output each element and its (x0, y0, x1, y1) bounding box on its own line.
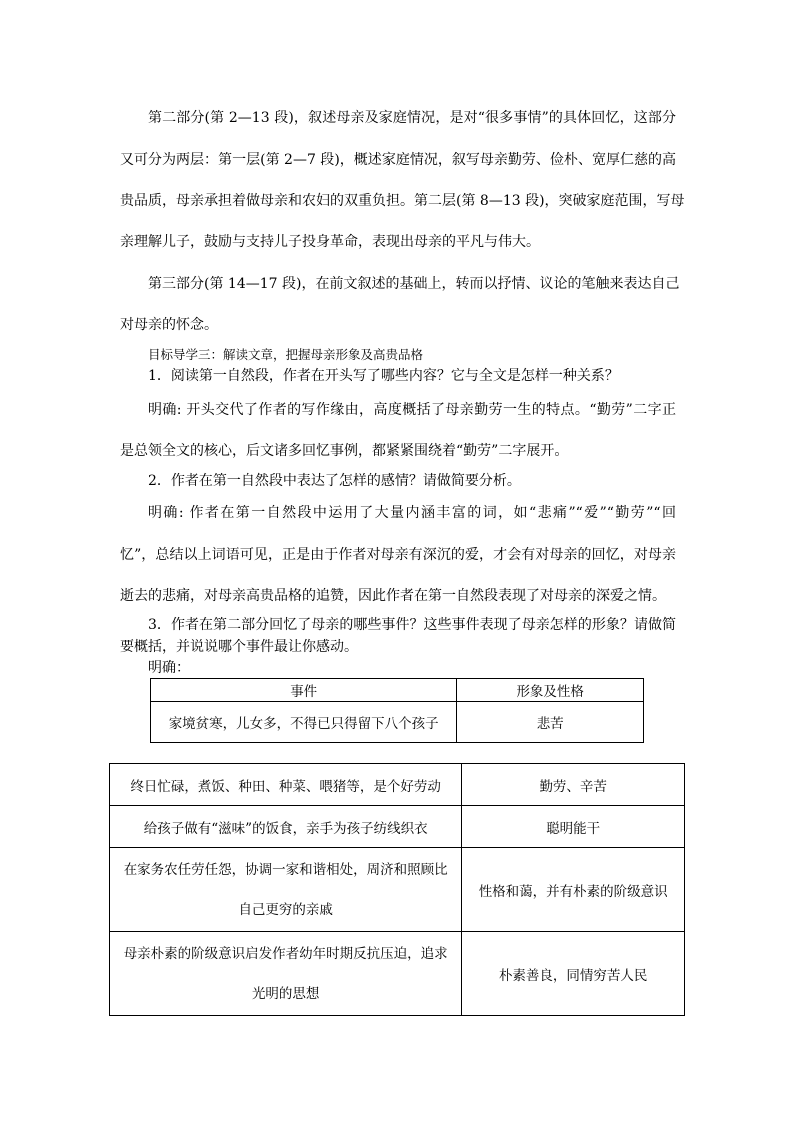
event-trait-table-header (150, 678, 644, 743)
answer-2-line: 明确: 作者在第一自然段中运用了大量内涵丰富的词，如“悲痛”“爱”“勤劳”“回 (148, 505, 676, 521)
answer-1-line: 是总领全文的核心，后文诸多回忆事例，都紧紧围绕着“勤劳”二字展开。 (120, 443, 569, 459)
table-row (110, 806, 685, 848)
trait-cell: 勤劳、辛苦 (462, 764, 685, 806)
question-2: 2．作者在第一自然段中表达了怎样的感情？请做简要分析。 (148, 473, 521, 489)
answer-1-line: 明确: 开头交代了作者的写作缘由，高度概括了母亲勤劳一生的特点。“勤劳”二字正 (148, 402, 676, 418)
event-cell-line: 光明的思想 (251, 985, 320, 1002)
event-cell: 终日忙碌，煮饭、种田、种菜、喂猪等，是个好劳动 (110, 764, 462, 806)
paragraph-line: 第三部分(第 14—17 段)，在前文叙述的基础上，转而以抒情、议论的笔触来表达自己 (148, 276, 680, 292)
header-event: 事件 (151, 679, 457, 702)
question-1: 1．阅读第一自然段，作者在开头写了哪些内容？它与全文是怎样一种关系？ (148, 368, 619, 384)
question-3-line: 要概括，并说说哪个事件最让你感动。 (120, 639, 358, 655)
answer-2-line: 忆”，总结以上词语可见，正是由于作者对母亲有深沉的爱，才会有对母亲的回忆，对母亲 (120, 547, 676, 563)
table-row (110, 848, 685, 932)
event-cell-line: 自己更穷的亲戚 (238, 901, 333, 918)
answer-2-line: 逝去的悲痛，对母亲高贵品格的追赞，因此作者在第一自然段表现了对母亲的深爱之情。 (120, 588, 666, 604)
question-3-line: 3．作者在第二部分回忆了母亲的哪些事件？这些事件表现了母亲怎样的形象？请做简 (148, 617, 676, 633)
paragraph-line: 又可分为两层：第一层(第 2—7 段)，概述家庭情况，叙写母亲勤劳、俭朴、宽厚仁慈的高 (120, 152, 676, 168)
trait-cell: 朴素善良，同情穷苦人民 (462, 932, 685, 1016)
table-row (110, 932, 685, 1016)
table-row (151, 702, 644, 743)
event-cell-line: 母亲朴素的阶级意识启发作者幼年时期反抗压迫，追求 (123, 945, 448, 962)
answer-3-label: 明确： (148, 660, 190, 676)
table-header-row (151, 679, 644, 702)
event-cell: 给孩子做有“滋味”的饭食，亲手为孩子纺线织衣 (110, 806, 462, 848)
event-cell (110, 932, 462, 1016)
paragraph-line: 对母亲的怀念。 (120, 317, 218, 333)
paragraph-line: 亲理解儿子，鼓励与支持儿子投身革命，表现出母亲的平凡与伟大。 (120, 234, 540, 250)
trait-cell: 悲苦 (457, 702, 644, 743)
trait-cell: 性格和蔼，并有朴素的阶级意识 (462, 848, 685, 932)
event-cell-line: 在家务农任劳任怨，协调一家和谐相处，周济和照顾比 (123, 861, 448, 878)
trait-cell: 聪明能干 (462, 806, 685, 848)
header-trait: 形象及性格 (457, 679, 644, 702)
event-cell: 家境贫寒，儿女多，不得已只得留下八个孩子 (151, 702, 457, 743)
table-row (110, 764, 685, 806)
event-cell (110, 848, 462, 932)
section-heading: 目标导学三：解读文章，把握母亲形象及高贵品格 (148, 347, 424, 362)
paragraph-line: 贵品质，母亲承担着做母亲和农妇的双重负担。第二层(第 8—13 段)，突破家庭范围，写母 (120, 193, 685, 209)
paragraph-line: 第二部分(第 2—13 段)，叙述母亲及家庭情况，是对“很多事情”的具体回忆，这部分 (148, 110, 676, 126)
event-trait-table-continued (109, 763, 685, 1016)
